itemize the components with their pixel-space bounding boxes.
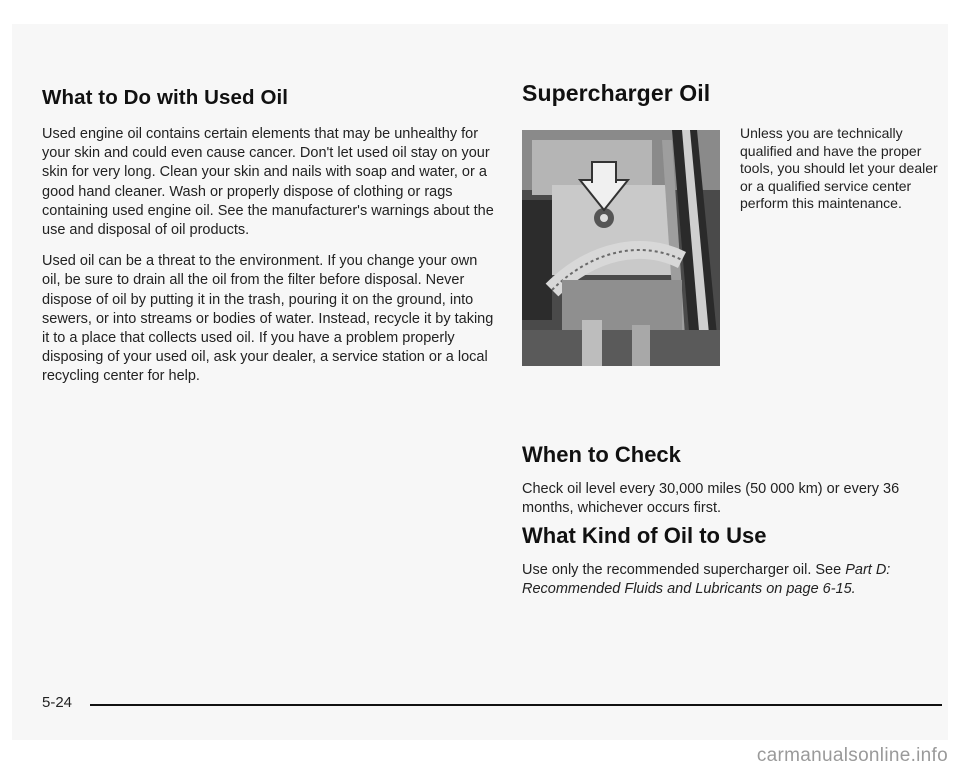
technician-note-text: Unless you are technically qualified and have the proper tools, you should let your dealer or a qualified service center perform this maintenance.: [740, 125, 938, 212]
oil-kind-text: [522, 561, 942, 599]
when-to-check-text: Check oil level every 30,000 miles (50 000 km) or every 36 months, whichever occurs first.: [522, 481, 900, 517]
oil-kind-text-plain: Use only the recommended supercharger oil. See: [522, 562, 846, 578]
oil-kind-heading: What Kind of Oil to Use: [522, 523, 767, 548]
manual-page: [12, 24, 948, 740]
technician-note: [740, 125, 950, 213]
watermark: carmanualsonline.info: [756, 745, 948, 766]
footer-divider: [90, 704, 942, 706]
oil-kind-section: [522, 523, 942, 599]
supercharger-oil-section: [522, 80, 942, 598]
when-to-check-section: [522, 442, 942, 518]
page-reference-link: Part D: Recommended Fluids and Lubricants on page 6-15.: [522, 562, 891, 598]
used-oil-paragraph-1: Used engine oil contains certain elements that may be unhealthy for your skin and could even cause cancer. Don't let used oil stay on your skin for very long. Clean your skin and nails with soap and water, or a good hand cleaner. Wash or properly dispose of clothing or rags containing used engine oil. See the manufacturer's warnings about the use and disposal of oil products.: [42, 126, 494, 239]
figure-row: [522, 120, 942, 365]
supercharger-photo: [522, 130, 720, 366]
used-oil-heading: What to Do with Used Oil: [42, 86, 289, 109]
page-number: 5-24: [42, 694, 73, 711]
when-to-check-heading: When to Check: [522, 442, 681, 467]
used-oil-paragraph-2: Used oil can be a threat to the environment. If you change your own oil, be sure to drain all the oil from the filter before disposal. Never dispose of oil by putting it in the trash, pouring it on the ground, into sewers, or into streams or bodies of water. Instead, recycle it by taking it to a place that collects used oil. If you have a problem properly disposing of your used oil, ask your dealer, a service station or a local recycling center for help.: [42, 253, 494, 385]
used-oil-section: [42, 86, 494, 387]
supercharger-oil-heading: Supercharger Oil: [522, 80, 711, 106]
